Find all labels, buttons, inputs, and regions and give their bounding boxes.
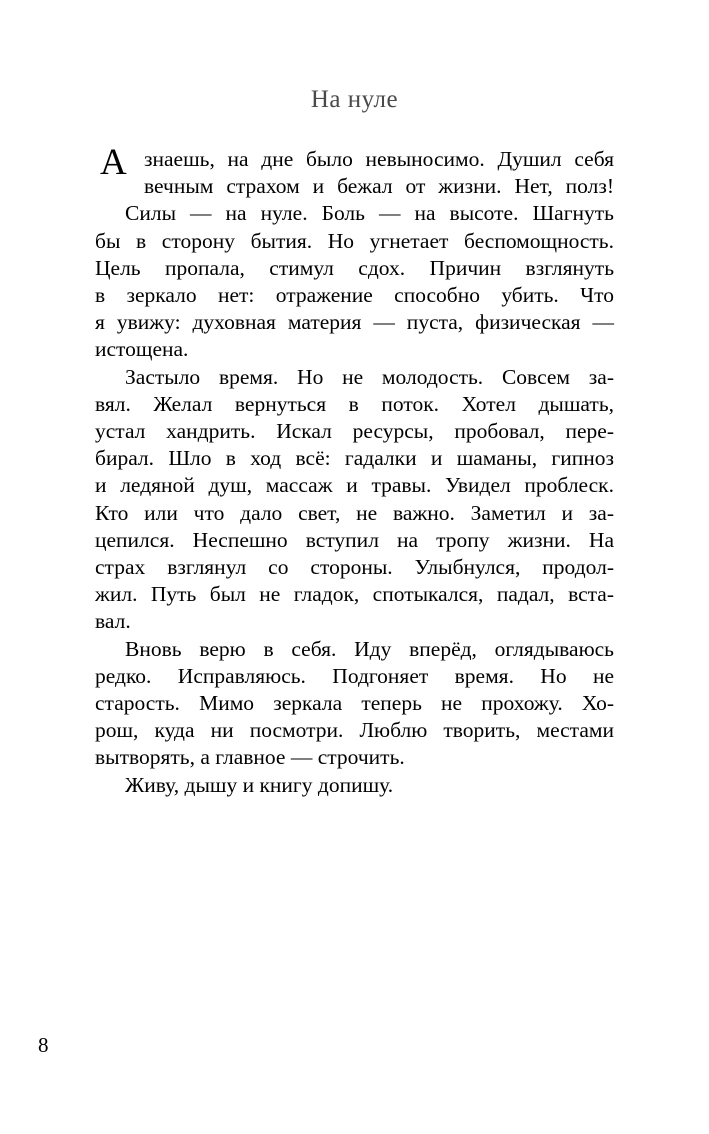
text-line: Вновь верю в себя. Иду вперёд, оглядываюсь: [125, 636, 614, 661]
text-line: вечным страхом и бежал от жизни. Нет, полз!: [144, 174, 614, 199]
text-line: устал хандрить. Искал ресурсы, пробовал, пере-: [95, 419, 614, 444]
text-line: вал.: [95, 609, 131, 634]
text-line: и ледяной душ, массаж и травы. Увидел проблеск.: [95, 473, 614, 498]
text-line: Живу, дышу и книгу допишу.: [125, 772, 394, 797]
text-line: вытворять, а главное — строчить.: [95, 745, 405, 770]
text-line: Силы — на нуле. Боль — на высоте. Шагнуть: [125, 201, 614, 226]
text-line: жил. Путь был не гладок, спотыкался, падал, вста-: [95, 582, 614, 607]
text-line: знаешь, на дне было невыносимо. Душил себя: [144, 147, 614, 171]
text-line: бирал. Шло в ход всё: гадалки и шаманы, гипноз: [95, 446, 614, 471]
paragraph-2: [95, 364, 614, 636]
drop-cap: А: [100, 142, 127, 183]
text-line: рош, куда ни посмотри. Люблю творить, местами: [95, 718, 614, 743]
text-line: я увижу: духовная материя — пуста, физическая —: [95, 310, 614, 335]
text-line: страх взглянул со стороны. Улыбнулся, продол-: [95, 555, 614, 580]
text-line: редко. Исправляюсь. Подгоняет время. Но не: [95, 663, 614, 688]
text-line: Цель пропала, стимул сдох. Причин взглянуть: [95, 255, 614, 280]
paragraph-1: [95, 142, 614, 364]
text-line: в зеркало нет: отражение способно убить. Что: [95, 283, 614, 308]
page-number: 8: [38, 1033, 49, 1057]
paragraph-3: [95, 636, 614, 772]
text-line: истощена.: [95, 337, 189, 362]
page-title: На нуле: [310, 86, 399, 113]
text-line: вял. Желал вернуться в поток. Хотел дышать,: [95, 391, 614, 416]
paragraph-4: [95, 772, 614, 799]
text-line: Застыло время. Но не молодость. Совсем за-: [125, 364, 614, 389]
text-line: Кто или что дало свет, не важно. Заметил и за-: [95, 500, 614, 525]
text-line: старость. Мимо зеркала теперь не прохожу. Хо-: [95, 691, 614, 716]
body-text: [95, 142, 614, 799]
text-line: цепился. Неспешно вступил на тропу жизни. На: [95, 527, 614, 552]
text-line: бы в сторону бытия. Но угнетает беспомощность.: [95, 228, 614, 253]
